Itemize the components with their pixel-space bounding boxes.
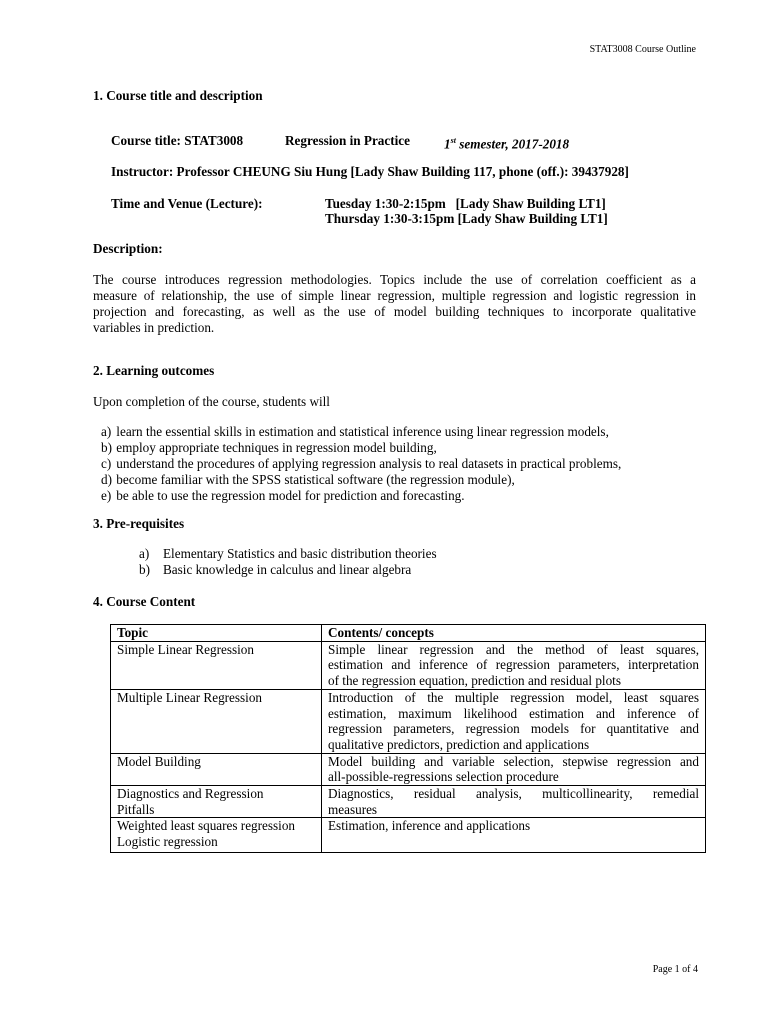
- concept-line: of the regression equation, prediction and residual plots: [328, 673, 621, 689]
- topic-line: Weighted least squares regression: [117, 818, 296, 834]
- time-venue-tuesday: Tuesday 1:30-2:15pm [Lady Shaw Building LT1]: [325, 196, 606, 211]
- time-venue-label: Time and Venue (Lecture):: [111, 196, 263, 211]
- table-header-concepts: Contents/ concepts: [322, 625, 706, 642]
- list-item-text: be able to use the regression model for prediction and forecasting.: [116, 488, 465, 503]
- learning-outcomes-intro: Upon completion of the course, students will: [93, 394, 330, 409]
- list-item: [101, 424, 621, 440]
- description-line: projection and forecasting, as well as the use of model building techniques to incorporate qualitative: [93, 304, 696, 319]
- concept-line: Estimation, inference and applications: [328, 818, 531, 834]
- topic-line: Pitfalls: [117, 801, 155, 817]
- concept-line: qualitative predictors, prediction and applications: [328, 736, 590, 752]
- list-marker: d): [101, 472, 112, 487]
- table-header-topic: Topic: [111, 625, 322, 642]
- section-4-title: 4. Course Content: [93, 594, 196, 609]
- list-item: [139, 562, 437, 578]
- semester: [444, 133, 569, 152]
- table-cell-topic: [111, 753, 322, 785]
- list-marker: c): [101, 456, 112, 471]
- table-cell-concepts: [322, 753, 706, 785]
- topic-line: Simple Linear Regression: [117, 641, 254, 657]
- table-cell-concepts: [322, 689, 706, 753]
- description-paragraph: [93, 272, 696, 336]
- concept-line: estimation and inference of regression parameters, interpretation: [328, 657, 699, 673]
- description-line: measure of relationship, the use of simple linear regression, multiple regression and logistic regression in: [93, 288, 696, 303]
- table-row: [111, 818, 706, 852]
- table-row: [111, 641, 706, 689]
- list-marker: b): [139, 562, 150, 577]
- list-item: [101, 440, 621, 456]
- table-cell-concepts: [322, 641, 706, 689]
- table-header-row: [111, 625, 706, 642]
- list-item: [101, 488, 621, 504]
- semester-text: semester, 2017-2018: [455, 136, 570, 152]
- section-3-title: 3. Pre-requisites: [93, 516, 185, 531]
- list-item: [139, 546, 437, 562]
- instructor-line: Instructor: Professor CHEUNG Siu Hung [Lady Shaw Building 117, phone (off.): 39437928]: [111, 164, 629, 179]
- list-item-text: employ appropriate techniques in regression model building,: [116, 440, 437, 455]
- description-heading: Description:: [93, 241, 163, 256]
- concept-line: Introduction of the multiple regression model, least squares: [328, 689, 699, 705]
- table-cell-topic: [111, 818, 322, 852]
- section-1-title: 1. Course title and description: [93, 88, 263, 103]
- concept-line: Diagnostics, residual analysis, multicollinearity, remedial: [328, 786, 699, 802]
- list-item-text: Elementary Statistics and basic distribution theories: [163, 546, 437, 561]
- list-item-text: learn the essential skills in estimation and statistical inference using linear regression models,: [116, 424, 609, 439]
- topic-line: Logistic regression: [117, 834, 218, 850]
- topic-line: Diagnostics and Regression: [117, 786, 264, 802]
- list-item: [101, 472, 621, 488]
- list-item-text: Basic knowledge in calculus and linear algebra: [163, 562, 412, 577]
- description-line: The course introduces regression methodologies. Topics include the use of correlation coefficient as a: [93, 272, 696, 287]
- description-line: variables in prediction.: [93, 320, 215, 335]
- table-row: [111, 753, 706, 785]
- course-name: Regression in Practice: [285, 133, 411, 148]
- list-marker: e): [101, 488, 112, 503]
- concept-line: regression parameters, regression models for quantitative and: [328, 721, 699, 737]
- table-cell-topic: [111, 689, 322, 753]
- learning-outcomes-list: [101, 424, 621, 504]
- time-venue-thursday: Thursday 1:30-3:15pm [Lady Shaw Building LT1]: [325, 211, 608, 226]
- table-cell-topic: [111, 786, 322, 818]
- topic-line: Multiple Linear Regression: [117, 689, 263, 705]
- table-cell-topic: [111, 641, 322, 689]
- list-marker: b): [101, 440, 112, 455]
- list-item-text: become familiar with the SPSS statistical software (the regression module),: [116, 472, 515, 487]
- course-content-table: [110, 624, 706, 853]
- concept-line: measures: [328, 801, 378, 817]
- concept-line: estimation, maximum likelihood estimation and inference of: [328, 705, 699, 721]
- page-footer: Page 1 of 4: [652, 964, 698, 975]
- list-item: [101, 456, 621, 472]
- table-cell-concepts: [322, 818, 706, 852]
- course-title-label: Course title: STAT3008: [111, 133, 244, 148]
- prerequisites-list: [139, 546, 437, 578]
- concept-line: all-possible-regressions selection procedure: [328, 769, 559, 785]
- semester-number: 1: [444, 136, 451, 152]
- list-marker: a): [101, 424, 112, 439]
- page-header: STAT3008 Course Outline: [589, 44, 696, 55]
- concept-line: Simple linear regression and the method of least squares,: [328, 641, 699, 657]
- list-marker: a): [139, 546, 150, 561]
- concept-line: Model building and variable selection, stepwise regression and: [328, 753, 699, 769]
- table-cell-concepts: [322, 786, 706, 818]
- semester-ordinal: st: [450, 136, 456, 145]
- topic-line: Model Building: [117, 753, 201, 769]
- table-row: [111, 689, 706, 753]
- table-row: [111, 786, 706, 818]
- list-item-text: understand the procedures of applying regression analysis to real datasets in practical problems,: [116, 456, 622, 471]
- section-2-title: 2. Learning outcomes: [93, 363, 215, 378]
